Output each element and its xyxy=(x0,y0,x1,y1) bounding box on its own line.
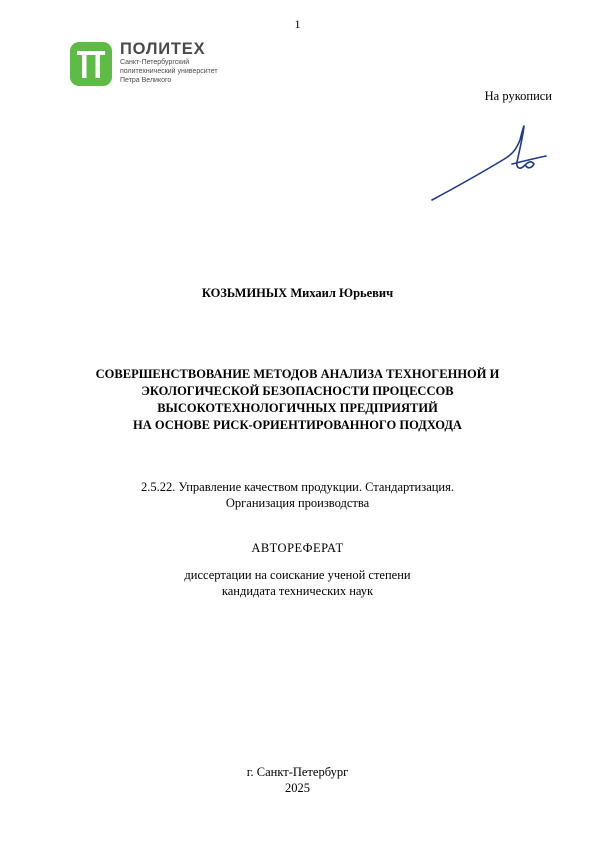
description-line: диссертации на соискание ученой степени xyxy=(184,568,411,582)
title-line: ВЫСОКОТЕХНОЛОГИЧНЫХ ПРЕДПРИЯТИЙ xyxy=(157,401,438,415)
year: 2025 xyxy=(285,781,310,795)
logo-subtitle-line: Санкт-Петербургский xyxy=(120,59,190,66)
logo-subtitle xyxy=(120,58,218,85)
logo-name: ПОЛИТЕХ xyxy=(120,40,206,58)
signature xyxy=(428,122,553,207)
city-year xyxy=(0,764,595,796)
manuscript-note: На рукописи xyxy=(484,89,552,103)
author-name: КОЗЬМИНЫХ Михаил Юрьевич xyxy=(201,286,394,300)
specialty xyxy=(0,479,595,511)
logo-subtitle-line: политехнический университет xyxy=(120,68,218,75)
university-logo xyxy=(70,40,270,90)
degree-description xyxy=(0,567,595,599)
title-line: СОВЕРШЕНСТВОВАНИЕ МЕТОДОВ АНАЛИЗА ТЕХНОГЕННОЙ И xyxy=(95,367,500,381)
document-kind: АВТОРЕФЕРАТ xyxy=(251,541,344,555)
page-number: 1 xyxy=(294,17,301,31)
specialty-line: Организация производства xyxy=(225,496,370,510)
specialty-line: 2.5.22. Управление качеством продукции. Стандартизация. xyxy=(140,480,454,494)
title-line: НА ОСНОВЕ РИСК-ОРИЕНТИРОВАННОГО ПОДХОДА xyxy=(133,418,462,432)
title-line: ЭКОЛОГИЧЕСКОЙ БЕЗОПАСНОСТИ ПРОЦЕССОВ xyxy=(141,384,454,398)
dissertation-title xyxy=(0,366,595,434)
logo-subtitle-line: Петра Великого xyxy=(120,77,172,84)
polytech-logo-icon xyxy=(70,42,112,86)
description-line: кандидата технических наук xyxy=(221,584,374,598)
city: г. Санкт-Петербург xyxy=(246,765,349,779)
